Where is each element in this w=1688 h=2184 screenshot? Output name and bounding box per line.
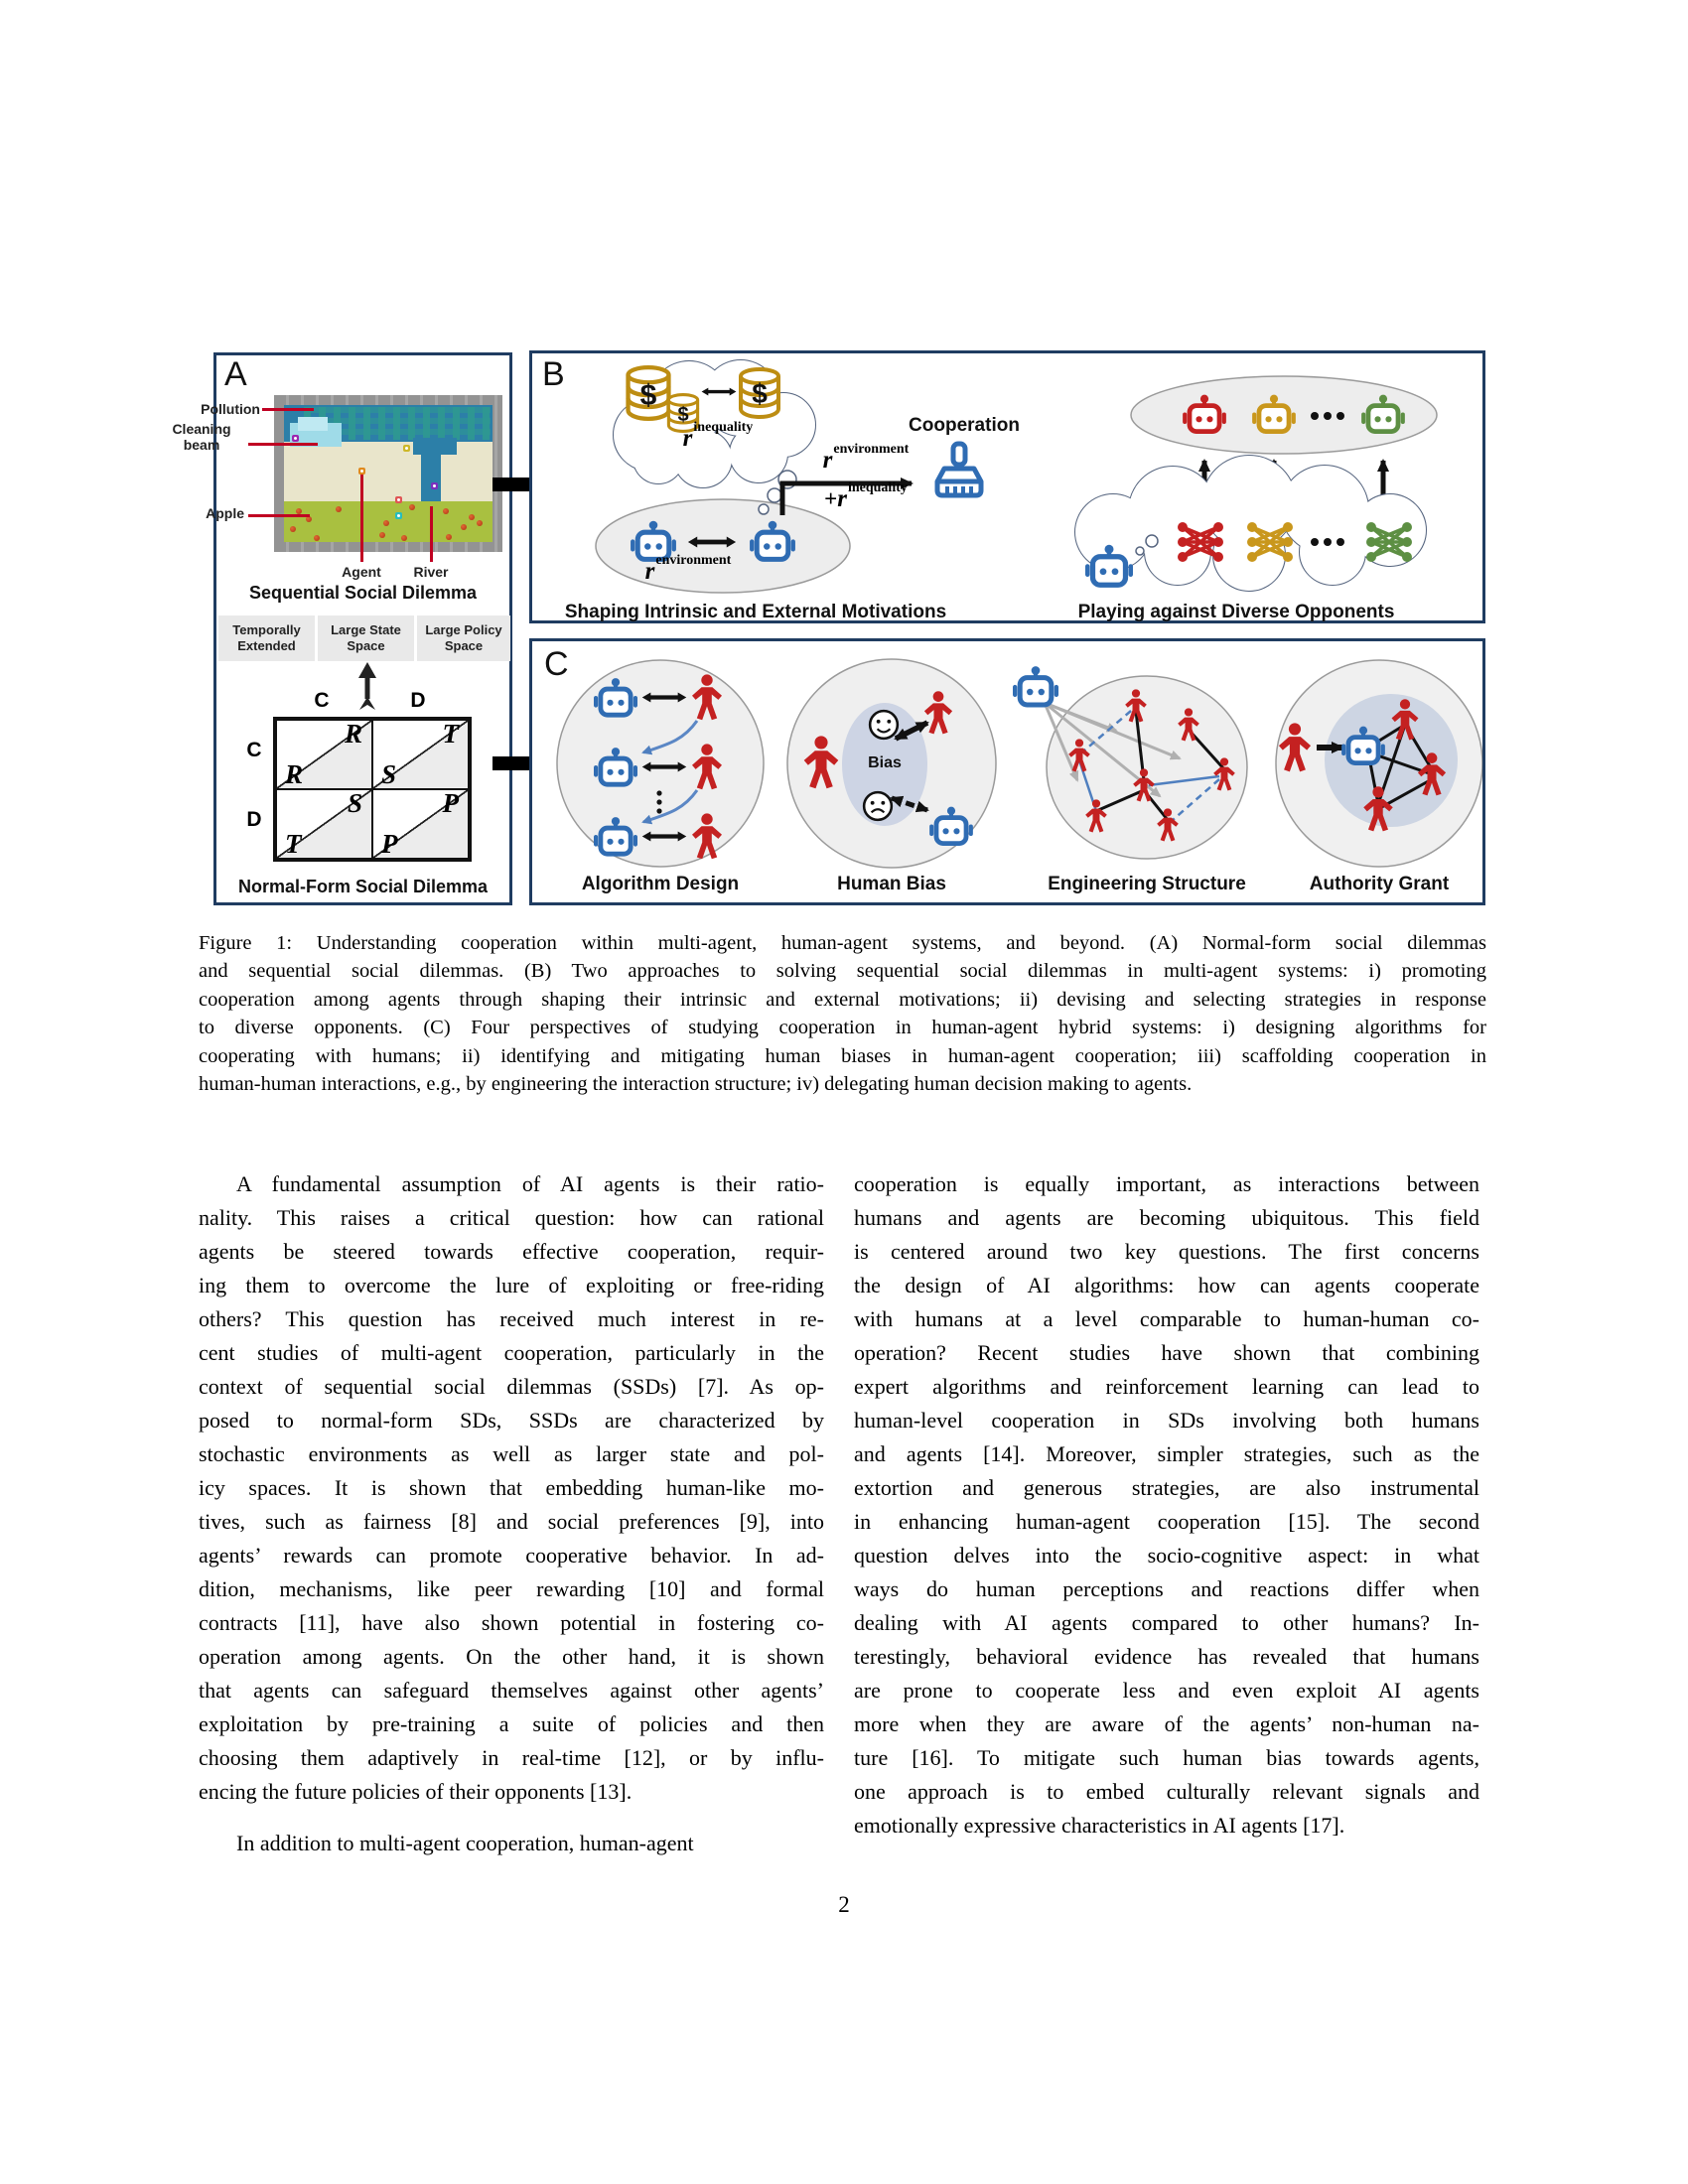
plus-sign: + [824, 486, 838, 511]
r-base: r [822, 447, 833, 474]
text-line: dealing with AI agents compared to other humans? In- [854, 1610, 1479, 1635]
arrow-bottom-label [796, 479, 935, 513]
dollar-sign: $ [752, 378, 768, 409]
text-line: in enhancing human-agent cooperation [15]. The second [854, 1509, 1479, 1534]
page-number: 2 [838, 1892, 850, 1917]
text-line: stochastic environments as well as larger state and pol- [199, 1441, 824, 1466]
text-line: the design of AI algorithms: how can agents cooperate [854, 1273, 1479, 1297]
body-left-paragraph-2 [199, 1827, 824, 1860]
text-line: context of sequential social dilemmas (SSDs) [7]. As op- [199, 1374, 824, 1399]
dollar-sign: $ [677, 404, 689, 426]
tag-large-policy-space [417, 615, 510, 661]
figure-panel-b [529, 350, 1485, 623]
vertical-ellipsis-dots [656, 790, 661, 813]
panel-c-graphic [532, 641, 1482, 902]
text-line: cooperating with humans; ii) identifying and mitigating human biases in human-agent cooperation; iii) scaffolding cooperation in [199, 1044, 1486, 1067]
text-line: is centered around two key questions. The first concerns [854, 1239, 1479, 1264]
payoff-letter: P [442, 788, 459, 818]
text-line: choosing them adaptively in real-time [12], or by influ- [199, 1745, 824, 1770]
text-line: humans and agents are becoming ubiquitous. This field [854, 1205, 1479, 1230]
agent-yellow [403, 445, 410, 452]
matrix-cell-dc [276, 789, 372, 859]
panel-c-label: C [544, 645, 569, 683]
text-line: agents be steered towards effective cooperation, requir- [199, 1239, 824, 1264]
r-sup: environment [655, 552, 732, 568]
figure-caption [199, 929, 1486, 1098]
text-line: cent studies of multi-agent cooperation, particularly in the [199, 1340, 824, 1365]
apple-label: Apple [206, 505, 244, 521]
agent-pointer-line [360, 475, 363, 562]
dollar-sign: $ [639, 379, 657, 412]
r-sup: inequality [847, 479, 908, 495]
cleaning-pointer-line [248, 443, 318, 446]
agent-cyan [395, 512, 402, 519]
text-line: posed to normal-form SDs, SSDs are characterized by [199, 1408, 824, 1433]
text-line: icy spaces. It is shown that embedding human-like mo- [199, 1475, 824, 1500]
agent-purple [292, 435, 299, 442]
agent-pink [395, 496, 402, 503]
text-line: that agents can safeguard themselves against other agents’ [199, 1678, 824, 1703]
text-line: contracts [11], have also shown potential in fostering co- [199, 1610, 824, 1635]
text-line: agents’ rewards can promote cooperative behavior. In ad- [199, 1543, 824, 1568]
apple-pointer-line [248, 514, 310, 517]
text-line: emotionally expressive characteristics in AI agents [17]. [854, 1813, 1345, 1838]
text-line: and sequential social dilemmas. (B) Two approaches to solving sequential social dilemmas in multi-agent systems: i) promoting [199, 960, 1486, 983]
text-line: one approach is to embed culturally relevant signals and [854, 1779, 1479, 1804]
sad-face-icon [864, 792, 892, 820]
river-label: River [413, 564, 449, 580]
payoff-letter: T [285, 829, 302, 859]
ellipsis-dots [1311, 412, 1344, 420]
text-line: ways do human perceptions and reactions differ when [854, 1576, 1479, 1601]
matrix-col-header-d: D [410, 689, 426, 712]
text-line: encing the future policies of their opponents [13]. [199, 1779, 633, 1804]
panel-b-caption-right: Playing against Diverse Opponents [1077, 602, 1395, 622]
text-line: and agents [14]. Moreover, simpler strategies, such as the [854, 1441, 1479, 1466]
text-line: In addition to multi-agent cooperation, human-agent [236, 1831, 694, 1855]
matrix-row-header-c: C [246, 739, 262, 761]
tag-line: Extended [237, 638, 296, 653]
payoff-letter: R [344, 719, 362, 749]
river-pointer-line [430, 506, 433, 562]
matrix-col-header-c: C [314, 689, 330, 712]
text-line: Figure 1: Understanding cooperation within multi-agent, human-agent systems, and beyond. (A) Normal-form social dilemmas [199, 932, 1486, 954]
payoff-matrix [273, 717, 472, 862]
text-line: exploitation by pre-training a suite of policies and then [199, 1711, 824, 1736]
agent-label: Agent [342, 564, 381, 580]
r-base: r [837, 485, 847, 512]
body-left-paragraph-1 [199, 1167, 824, 1809]
payoff-letter: S [381, 759, 397, 789]
text-line: to diverse opponents. (C) Four perspectives of studying cooperation in human-agent hybrid systems: i) designing algorithms for [199, 1017, 1486, 1039]
text-line: cooperation among agents through shaping their intrinsic and external motivations; ii) devising and selecting strategies in response [199, 988, 1486, 1011]
text-line: question delves into the socio-cognitive aspect: in what [854, 1543, 1479, 1568]
pollution-pointer-line [262, 408, 314, 411]
r-base: r [682, 425, 693, 452]
caption-algorithm-design: Algorithm Design [581, 874, 740, 894]
caption-human-bias: Human Bias [837, 874, 946, 894]
cleaning-beam-label [157, 421, 246, 453]
tag-line: Large State [331, 622, 401, 637]
matrix-row-header-d: D [246, 808, 262, 831]
text-line: A fundamental assumption of AI agents is their ratio- [236, 1171, 824, 1196]
text-line: cooperation is equally important, as interactions between [854, 1171, 1479, 1196]
tag-large-state-space [318, 615, 414, 661]
agent-violet [431, 482, 438, 489]
panel-a-label: A [224, 355, 247, 393]
broom-icon [937, 444, 981, 495]
text-line: with humans at a level comparable to human-human co- [854, 1306, 1479, 1331]
text-line: terestingly, behavioral evidence has revealed that humans [854, 1644, 1479, 1669]
cleaning-label-line1: Cleaning [172, 421, 231, 437]
panel-a-title-ssd: Sequential Social Dilemma [248, 583, 478, 603]
figure-panel-a [172, 352, 512, 905]
matrix-cell-cd [372, 720, 469, 789]
text-line: extortion and generous strategies, are also instrumental [854, 1475, 1479, 1500]
panel-b-label: B [542, 355, 565, 393]
text-line: others? This question has received much interest in re- [199, 1306, 824, 1331]
payoff-letter: T [442, 719, 459, 749]
text-line: more when they are aware of the agents’ non-human na- [854, 1711, 1479, 1736]
happy-face-icon [870, 711, 898, 739]
r-sup: inequality [693, 419, 754, 435]
text-line: operation among agents. On the other hand, it is shown [199, 1644, 824, 1669]
matrix-cell-dd [372, 789, 469, 859]
body-right-paragraph [854, 1167, 1479, 1843]
caption-authority-grant: Authority Grant [1309, 874, 1450, 894]
bias-label: Bias [868, 754, 902, 771]
agent-orange [358, 468, 365, 475]
figure-panel-c [529, 638, 1485, 905]
tag-line: Space [444, 638, 484, 653]
cooperation-label: Cooperation [909, 415, 1020, 436]
r-environment-label [619, 552, 758, 586]
cleaning-label-line2: beam [183, 437, 220, 453]
ellipsis-dots [1311, 538, 1344, 546]
r-base: r [644, 558, 655, 585]
r-inequality-label [651, 419, 784, 453]
gridworld-map [284, 405, 492, 542]
pollution-label: Pollution [201, 401, 260, 417]
panel-b-caption-left: Shaping Intrinsic and External Motivations [564, 602, 947, 622]
tag-temporally-extended [218, 615, 315, 661]
text-line: operation? Recent studies have shown that combining [854, 1340, 1479, 1365]
text-line: ing them to overcome the lure of exploiting or free-riding [199, 1273, 824, 1297]
text-line: tives, such as fairness [8] and social preferences [9], into [199, 1509, 824, 1534]
caption-engineering-structure: Engineering Structure [1048, 874, 1246, 894]
gridworld-screenshot [274, 395, 502, 552]
panel-a-title-nfsd: Normal-Form Social Dilemma [237, 877, 489, 896]
r-sup: environment [833, 441, 910, 457]
tag-line: Space [347, 638, 385, 653]
text-line: human-human interactions, e.g., by engineering the interaction structure; iv) delegating human decision making to agents. [199, 1073, 1193, 1096]
tag-line: Large Policy [425, 622, 502, 637]
text-line: dition, mechanisms, like peer rewarding [10] and formal [199, 1576, 824, 1601]
arrow-top-label [796, 441, 935, 475]
text-line: are prone to cooperate less and even exploit AI agents [854, 1678, 1479, 1703]
text-line: human-level cooperation in SDs involving both humans [854, 1408, 1479, 1433]
text-line: ture [16]. To mitigate such human bias towards agents, [854, 1745, 1479, 1770]
cleaning-beam-top [298, 417, 328, 431]
matrix-cell-cc [276, 720, 372, 789]
robot-icon [1013, 666, 1058, 705]
tag-line: Temporally [232, 622, 301, 637]
payoff-letter: S [347, 788, 362, 818]
text-line: expert algorithms and reinforcement learning can lead to [854, 1374, 1479, 1399]
payoff-letter: P [381, 829, 398, 859]
payoff-letter: R [285, 759, 304, 789]
text-line: nality. This raises a critical question: how can rational [199, 1205, 824, 1230]
